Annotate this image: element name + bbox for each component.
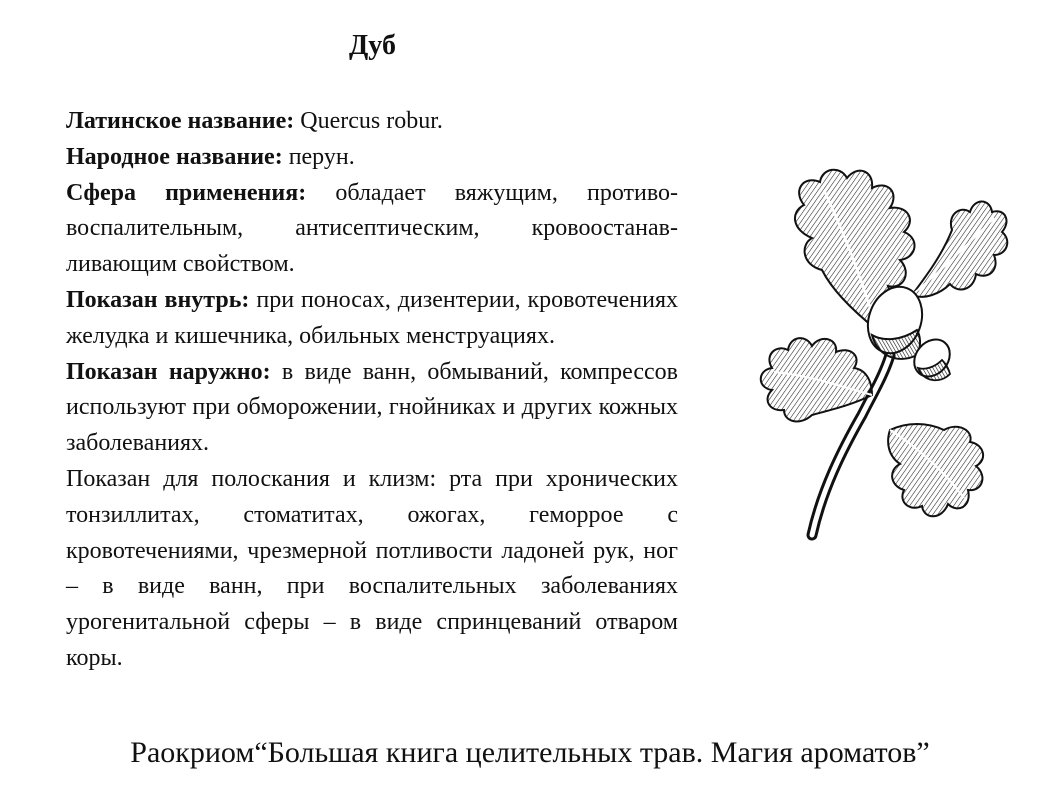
source-caption: Раокриом“Большая книга целительных трав. Магия ароматов” — [130, 736, 930, 769]
external-use-row — [66, 355, 678, 462]
rinse-paragraph: Показан для полоскания и клизм: рта при хронических тонзиллитах, стоматитах, ожогах, геморрое с кровотечениями, чрезмерной потливости ладоней рук, ног – в виде ванн, при воспалительных заболеваниях урогенитальной сферы – в виде спринцеваний отваром коры. — [66, 465, 678, 671]
scope-label: Сфера применения: — [66, 179, 307, 206]
scope-value: обладает вяжущим, противовоспалительным, антисептическим, кровоостанавливающим свойством. — [66, 179, 679, 278]
folk-name-row — [66, 140, 678, 176]
folk-name-value: перун. — [288, 143, 355, 170]
herb-description — [66, 104, 678, 677]
scope-row — [66, 176, 678, 283]
latin-name-label: Латинское название: — [66, 108, 295, 134]
internal-use-row — [66, 283, 678, 355]
latin-name-value: Quercus robur. — [300, 108, 443, 134]
latin-name-row — [66, 104, 678, 140]
page-title: Дуб — [349, 30, 396, 61]
internal-use-value: при поносах, дизентерии, кровотечениях желудка и кишечника, обильных менструациях. — [66, 286, 679, 349]
external-use-label: Показан наружно: — [66, 358, 271, 385]
external-use-value: в виде ванн, обмываний, компрессов используют при обморожении, гнойниках и других кожных заболеваниях. — [66, 358, 678, 457]
internal-use-label: Показан внутрь: — [66, 286, 250, 313]
folk-name-label: Народное название: — [66, 143, 283, 170]
oak-branch-illustration — [712, 160, 1012, 550]
